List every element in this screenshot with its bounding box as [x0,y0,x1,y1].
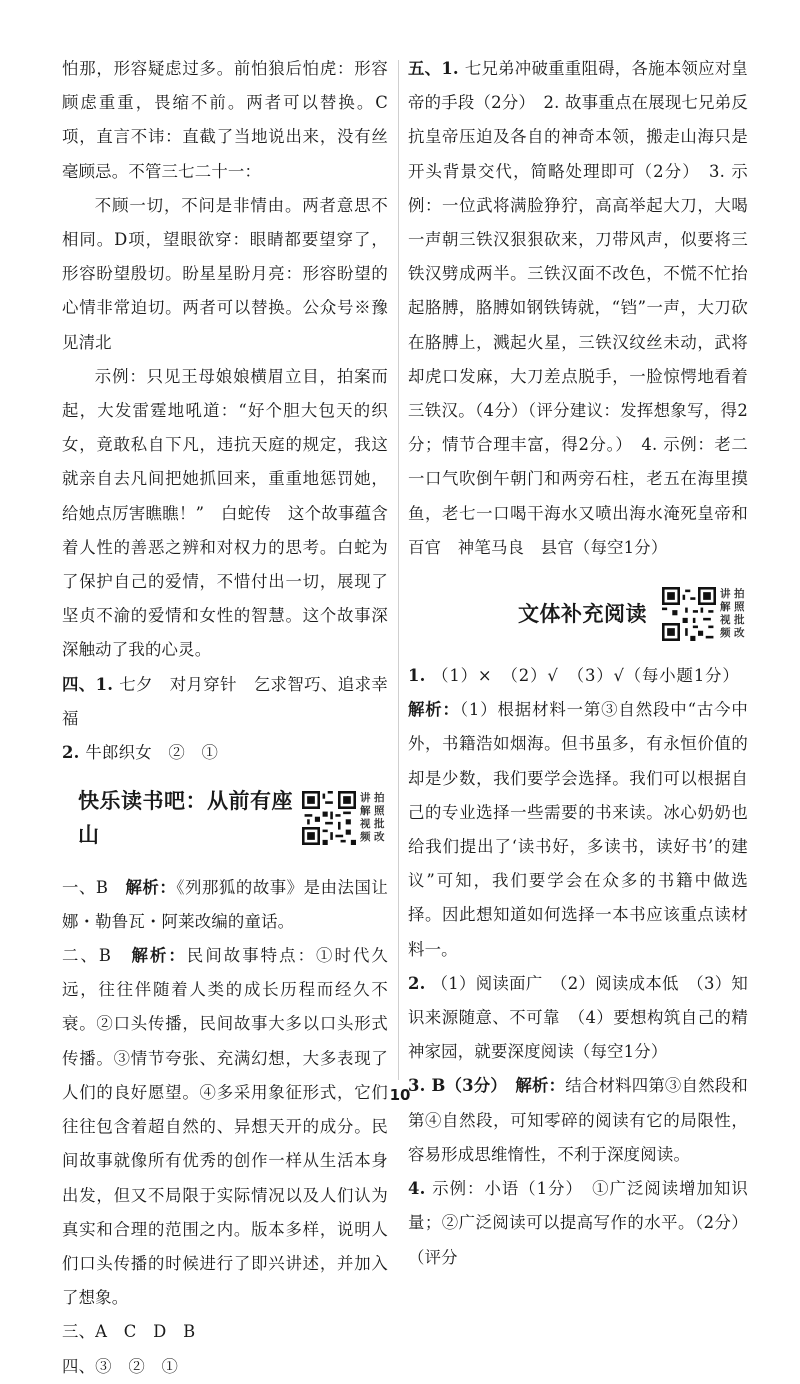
qr-labels: 讲 拍 解 照 视 批 频 改 [720,588,745,640]
section-header [62,784,388,852]
answer-paragraph: 五、1. 七兄弟冲破重重阻碍，各施本领应对皇帝的手段（2分） 2. 故事重点在展现七兄弟反抗皇帝压迫及各自的神奇本领，搬走山海只是开头背景交代，简略处理即可（2分） 3. 示例：一位武将满脸狰狞，高高举起大刀，大喝一声朝三铁汉狠狠砍来，刀带风声，似要将三铁汉劈成两半。三铁汉面不改色，不慌不忙抬起胳膊，胳膊如钢铁铸就，“铛”一声，大刀砍在胳膊上，溅起火星，三铁汉纹丝未动，武将却虎口发麻，大刀差点脱手，一脸惊愕地看着三铁汉。（4分）（评分建议：发挥想象写，得2分；情节合理丰富，得2分。） 4. 示例：老二一口气吹倒午朝门和两旁石柱，老五在海里摸鱼，老七一口喝干海水又喷出海水淹死皇帝和百官 神笔马良 县官（每空1分） [408,59,749,557]
qr-code-block [302,791,388,845]
answer-paragraph: 2. （1）阅读面广 （2）阅读成本低 （3）知识来源随意、不可靠 （4）要想构筑自己的精神家园，就要深度阅读（每空1分） [408,973,748,1062]
answer-line: 四、③ ② ① [62,1356,179,1376]
answer-line: 2. 牛郎织女 ② ① [62,743,219,763]
qr-code-block [662,587,748,641]
answer-line: 三、A C D B [62,1322,196,1342]
answer-paragraph: 不顾一切，不问是非情由。两者意思不相同。D项，望眼欲穿：眼睛都要望穿了，形容盼望殷切。盼星星盼月亮：形容盼望的心情非常迫切。两者可以替换。公众号※豫见清北 [62,195,388,352]
left-column [62,52,388,1384]
answer-paragraph: 1. （1）× （2）√ （3）√（每小题1分） 解析：（1）根据材料一第③自然段中“古今中外，书籍浩如烟海。但书虽多，有永恒价值的却是少数，我们要学会选择。我们可以根据自己的专业选择一些需要的书来读。冰心奶奶也给我们提出了‘读书好，多读书，读好书’的建议”可知，我们要学会在众多的书籍中做选择。因此想知道如何选择一本书应该重点读材料一。 [408,666,749,959]
page-number: 10 [389,1086,411,1104]
section-header [408,587,748,641]
answer-paragraph: 怕那，形容疑虑过多。前怕狼后怕虎：形容顾虑重重，畏缩不前。两者可以替换。C项，直言不讳：直截了当地说出来，没有丝毫顾忌。不管三七二十一： [62,59,388,181]
qr-code-icon [662,587,716,641]
section-title: 快乐读书吧：从前有座山 [78,789,293,848]
answer-line: 四、1. 七夕 对月穿针 乞求智巧、追求幸福 [62,674,388,728]
qr-code-icon [302,791,356,845]
answer-line: 一、B 解析：《列那狐的故事》是由法国让娜・勒鲁瓦・阿莱改编的童话。 [62,877,388,931]
answer-paragraph: 4. 示例：小语（1分） ①广泛阅读增加知识量；②广泛阅读可以提高写作的水平。（2分）（评分 [408,1179,748,1267]
answer-line: 二、B 解析：民间故事特点：①时代久远，往往伴随着人类的成长历程而经久不衰。②口头传播，民间故事大多以口头形式传播。③情节夸张、充满幻想，大多表现了人们的良好愿望。④多采用象征形式，它们往往包含着超自然的、异想天开的成分。民间故事就像所有优秀的创作一样从生活本身出发，但又不局限于实际情况以及人们认为真实和合理的范围之内。版本多样，说明人们口头传播的时候进行了即兴讲述，并加入了想象。 [62,946,388,1308]
example-paragraph: 示例：只见王母娘娘横眉立目，拍案而起，大发雷霆地吼道：“好个胆大包天的织女，竟敢私自下凡，违抗天庭的规定，我这就亲自去凡间把她抓回来，重重地惩罚她，给她点厉害瞧瞧！” 白蛇传 这个故事蕴含着人性的善恶之辨和对权力的思考。白蛇为了保护自己的爱情，不惜付出一切，展现了坚贞不渝的爱情和女性的智慧。这个故事深深触动了我的心灵。 [62,366,388,660]
qr-labels: 讲 拍 解 照 视 批 频 改 [360,792,385,844]
column-divider [398,60,399,1080]
section-title: 文体补充阅读 [518,601,647,626]
answer-paragraph: 3. B（3分） 解析：结合材料四第③自然段和第④自然段，可知零碎的阅读有它的局限性，容易形成思维惰性，不利于深度阅读。 [408,1076,748,1164]
